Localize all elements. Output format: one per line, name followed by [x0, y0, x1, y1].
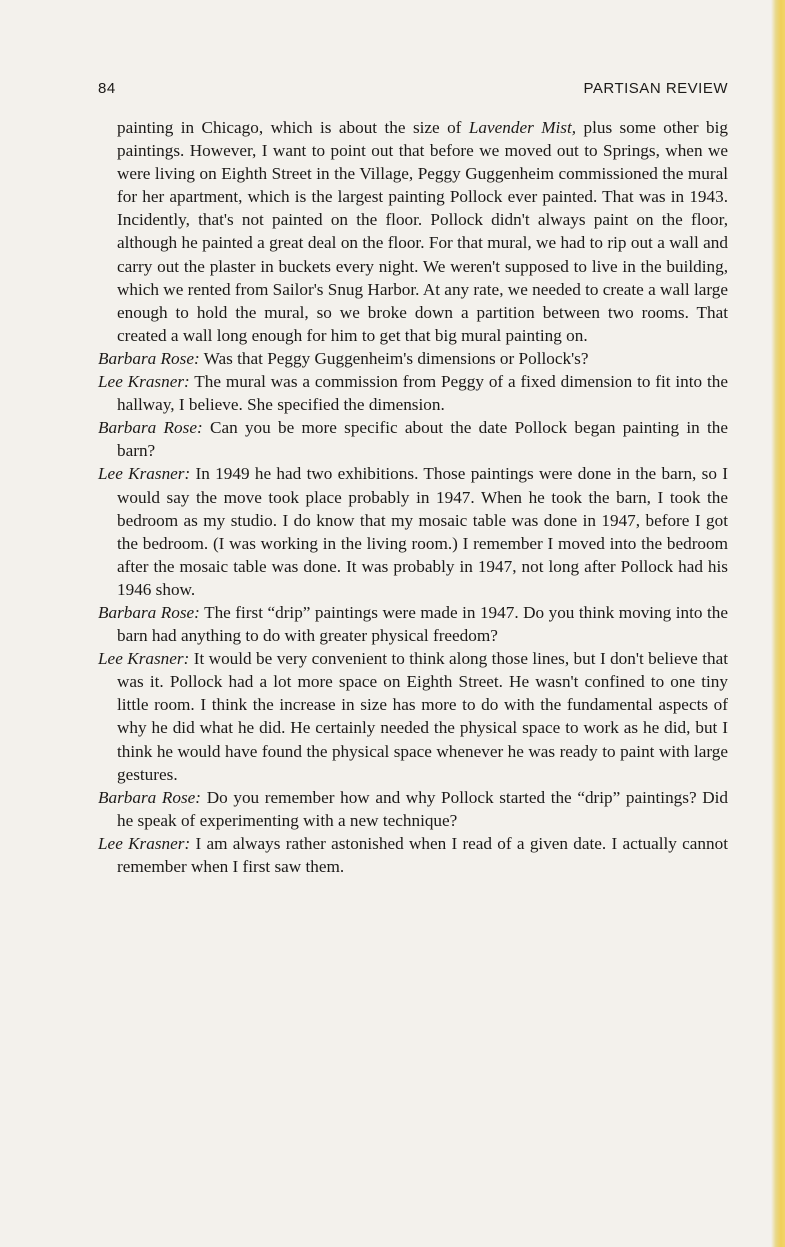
dialogue-turn — [98, 832, 728, 878]
speaker-name: Lee Krasner: — [98, 649, 190, 669]
turn-text: I am always rather astonished when I read of a given date. I actually cannot remember when I first saw them. — [117, 833, 728, 876]
interview-text — [98, 116, 728, 878]
page-header — [98, 80, 728, 102]
speaker-name: Barbara Rose: — [98, 348, 200, 368]
speaker-name: Lee Krasner: — [98, 372, 190, 392]
turn-text: In 1949 he had two exhibitions. Those paintings were done in the barn, so I would say the move took place probably in 1947. When he took the barn, I took the bedroom as my studio. I do know that my mosaic table was done in 1947, before I got the bedroom. (I was working in the living room.) I remember I moved into the bedroom after the mosaic table was done. It was probably in 1947, not long after Pollock had his 1946 show. — [117, 464, 729, 599]
dialogue-turn — [98, 601, 728, 647]
paragraph-text: plus some other big paintings. However, I want to point out that before we moved out to Springs, when we were living on Eighth Street in the Village, Peggy Guggenheim commissioned the mural for her apartment, which is the largest painting Pollock ever painted. That was in 1943. Incidently, that's not painted on the floor. Pollock didn't always paint on the floor, although he painted a great deal on the floor. For that mural, we had to rip out a wall and carry out the plaster in buckets every night. We weren't supposed to live in the building, which we rented from Sailor's Snug Harbor. At any rate, we needed to create a wall large enough to hold the mural, so we broke down a partition between two rooms. That created a wall long enough for him to get that big mural painting on. — [117, 118, 728, 345]
turn-text: Do you remember how and why Pollock started the “drip” paintings? Did he speak of experimenting with a new technique? — [117, 787, 729, 830]
artwork-title: Lavender Mist, — [468, 118, 577, 137]
page-number: 84 — [98, 80, 116, 97]
dialogue-turn — [98, 647, 728, 786]
turn-text: The mural was a commission from Peggy of a fixed dimension to fit into the hallway, I believe. She specified the dimension. — [117, 372, 728, 415]
running-head: PARTISAN REVIEW — [583, 80, 728, 97]
turn-text: Can you be more specific about the date Pollock began painting in the barn? — [117, 418, 728, 461]
speaker-name: Lee Krasner: — [98, 833, 191, 853]
turn-text: The first “drip” paintings were made in 1947. Do you think moving into the barn had anything to do with greater physical freedom? — [117, 602, 728, 646]
speaker-name: Barbara Rose: — [98, 418, 203, 438]
turn-text: It would be very convenient to think along those lines, but I don't believe that was it. Pollock had a lot more space on Eighth Street. He wasn't confined to one tiny little room. I think the increase in size has more to do with the fundamental aspects of why he did what he did. He certainly needed the physical space to work as he did, but I think he would have found the physical space whenever he was ready to paint with large gestures. — [117, 649, 728, 784]
speaker-name: Barbara Rose: — [98, 787, 202, 807]
turn-text: Was that Peggy Guggenheim's dimensions or Pollock's? — [199, 348, 589, 368]
dialogue-turn — [98, 370, 728, 416]
speaker-name: Barbara Rose: — [98, 602, 200, 622]
dialogue-turn — [98, 462, 728, 601]
dialogue-turn — [98, 347, 728, 370]
speaker-name: Lee Krasner: — [98, 464, 191, 484]
page-edge — [771, 0, 785, 1247]
dialogue-turn — [98, 416, 728, 462]
paragraph-text: painting in Chicago, which is about the size of — [117, 118, 469, 137]
continued-paragraph — [117, 116, 728, 347]
dialogue-turn — [98, 786, 728, 832]
